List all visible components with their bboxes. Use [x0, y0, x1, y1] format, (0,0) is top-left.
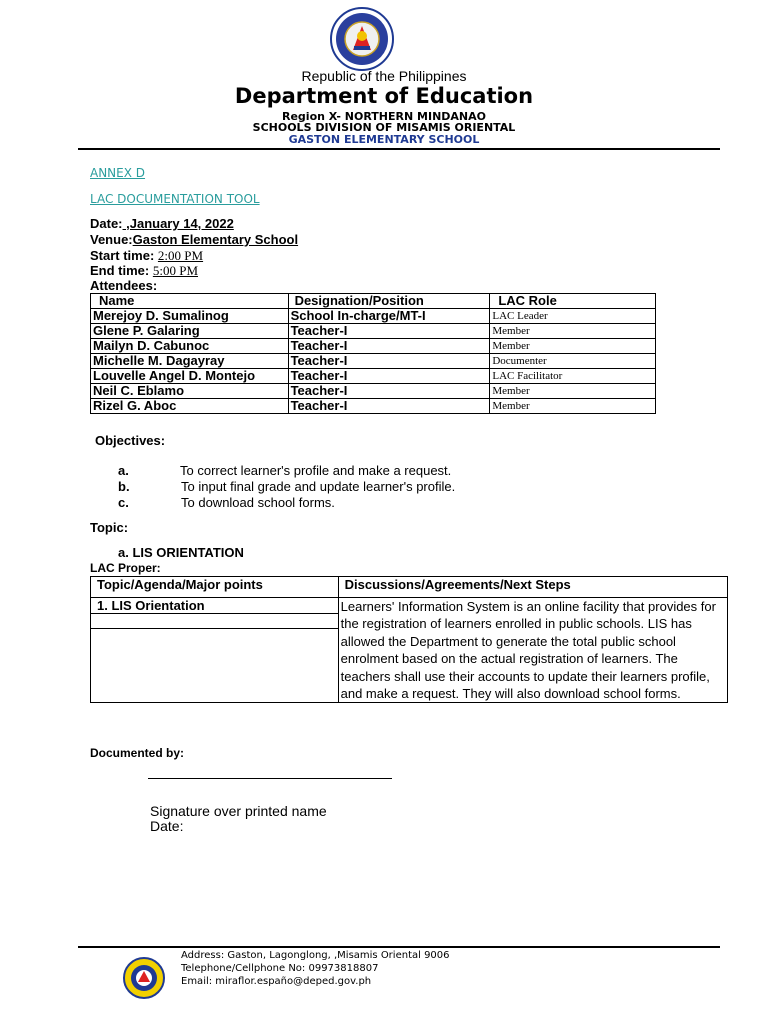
objective-text: To input final grade and update learner's profile.: [181, 479, 456, 494]
attendee-role: LAC Facilitator: [490, 369, 656, 384]
attendee-designation: Teacher-I: [288, 324, 490, 339]
table-row: [91, 339, 656, 354]
annex-label: ANNEX D: [90, 166, 146, 180]
table-row: [91, 309, 656, 324]
attendees-header-row: [91, 294, 656, 309]
signature-line: [148, 778, 392, 779]
end-time-line: [90, 263, 198, 279]
attendee-designation: School In-charge/MT-I: [288, 309, 490, 324]
attendee-role: Member: [490, 384, 656, 399]
signature-caption: Signature over printed name: [150, 803, 327, 819]
attendee-designation: Teacher-I: [288, 354, 490, 369]
topic-cell: [91, 598, 339, 703]
venue-label: Venue:: [90, 232, 133, 247]
attendee-name: Neil C. Eblamo: [91, 384, 289, 399]
topic-blank-row: [91, 614, 338, 629]
objective-item: [118, 463, 718, 479]
topic-label: Topic:: [90, 520, 129, 535]
objective-text: To correct learner's profile and make a request.: [180, 463, 452, 478]
end-value: 5:00 PM: [152, 263, 199, 278]
attendee-name: Michelle M. Dagayray: [91, 354, 289, 369]
lac-proper-table: [90, 576, 728, 703]
col-role-header: LAC Role: [490, 294, 656, 309]
venue-value: Gaston Elementary School: [132, 232, 299, 247]
lac-proper-label: LAC Proper:: [90, 561, 161, 575]
col-name-header: Name: [91, 294, 289, 309]
start-value: 2:00 PM: [157, 248, 204, 263]
table-row: [91, 598, 728, 703]
attendee-role: Member: [490, 324, 656, 339]
date-value: ,January 14, 2022: [122, 216, 234, 231]
deped-seal-logo: [326, 6, 398, 72]
date-line: [90, 216, 234, 231]
col-designation-header: Designation/Position: [288, 294, 490, 309]
department-heading: Department of Education: [234, 84, 534, 108]
venue-line: [90, 232, 298, 247]
objective-marker: a.: [118, 463, 129, 478]
table-row: [91, 399, 656, 414]
attendee-role: Documenter: [490, 354, 656, 369]
attendee-name: Mailyn D. Cabunoc: [91, 339, 289, 354]
objective-marker: b.: [118, 479, 130, 494]
attendee-designation: Teacher-I: [288, 399, 490, 414]
region-heading: Region X- NORTHERN MINDANAO: [282, 110, 486, 123]
objective-item: [118, 479, 718, 495]
attendee-role: Member: [490, 339, 656, 354]
footer-divider: [78, 946, 720, 948]
footer-address: Address: Gaston, Lagonglong, ,Misamis Oriental 9006: [181, 950, 450, 961]
discussion-cell: Learners' Information System is an online facility that provides for the registration of learners enrolled in public schools. LIS has allowed the Department to generate the total public school enrolment based on the actual registration of learners. The teachers shall use their accounts to update their learners profile, and make a request. They will also download school forms.: [338, 598, 727, 703]
tool-title: LAC DOCUMENTATION TOOL: [90, 192, 260, 206]
date-label: Date:: [90, 216, 123, 231]
attendee-role: LAC Leader: [490, 309, 656, 324]
division-heading: SCHOOLS DIVISION OF MISAMIS ORIENTAL: [252, 121, 516, 134]
objective-text: To download school forms.: [181, 495, 335, 510]
table-row: [91, 384, 656, 399]
school-heading: GASTON ELEMENTARY SCHOOL: [288, 133, 480, 146]
footer-email: Email: miraflor.españo@deped.gov.ph: [181, 976, 372, 987]
lac-proper-header-row: [91, 577, 728, 598]
objectives-label: Objectives:: [95, 433, 166, 448]
table-row: [91, 354, 656, 369]
attendees-label: Attendees:: [90, 278, 158, 293]
signature-date-label: Date:: [150, 818, 184, 834]
attendee-designation: Teacher-I: [288, 339, 490, 354]
documented-by-label: Documented by:: [90, 746, 185, 760]
attendee-name: Louvelle Angel D. Montejo: [91, 369, 289, 384]
school-logo: [115, 957, 173, 999]
objective-marker: c.: [118, 495, 129, 510]
attendees-table: [90, 293, 656, 414]
table-row: [91, 324, 656, 339]
col-topic-header: Topic/Agenda/Major points: [91, 577, 339, 598]
republic-heading: Republic of the Philippines: [301, 68, 467, 84]
start-label: Start time:: [90, 248, 155, 263]
col-discussion-header: Discussions/Agreements/Next Steps: [338, 577, 727, 598]
attendee-role: Member: [490, 399, 656, 414]
attendee-name: Glene P. Galaring: [91, 324, 289, 339]
footer-phone: Telephone/Cellphone No: 09973818807: [181, 963, 379, 974]
attendee-name: Merejoy D. Sumalinog: [91, 309, 289, 324]
start-time-line: [90, 248, 203, 264]
attendee-designation: Teacher-I: [288, 384, 490, 399]
end-label: End time:: [90, 263, 150, 278]
table-row: [91, 369, 656, 384]
header-divider: [78, 148, 720, 150]
objective-item: [118, 495, 718, 511]
attendee-designation: Teacher-I: [288, 369, 490, 384]
topic-point: 1. LIS Orientation: [91, 598, 338, 614]
topic-item: a. LIS ORIENTATION: [118, 545, 244, 560]
attendee-name: Rizel G. Aboc: [91, 399, 289, 414]
